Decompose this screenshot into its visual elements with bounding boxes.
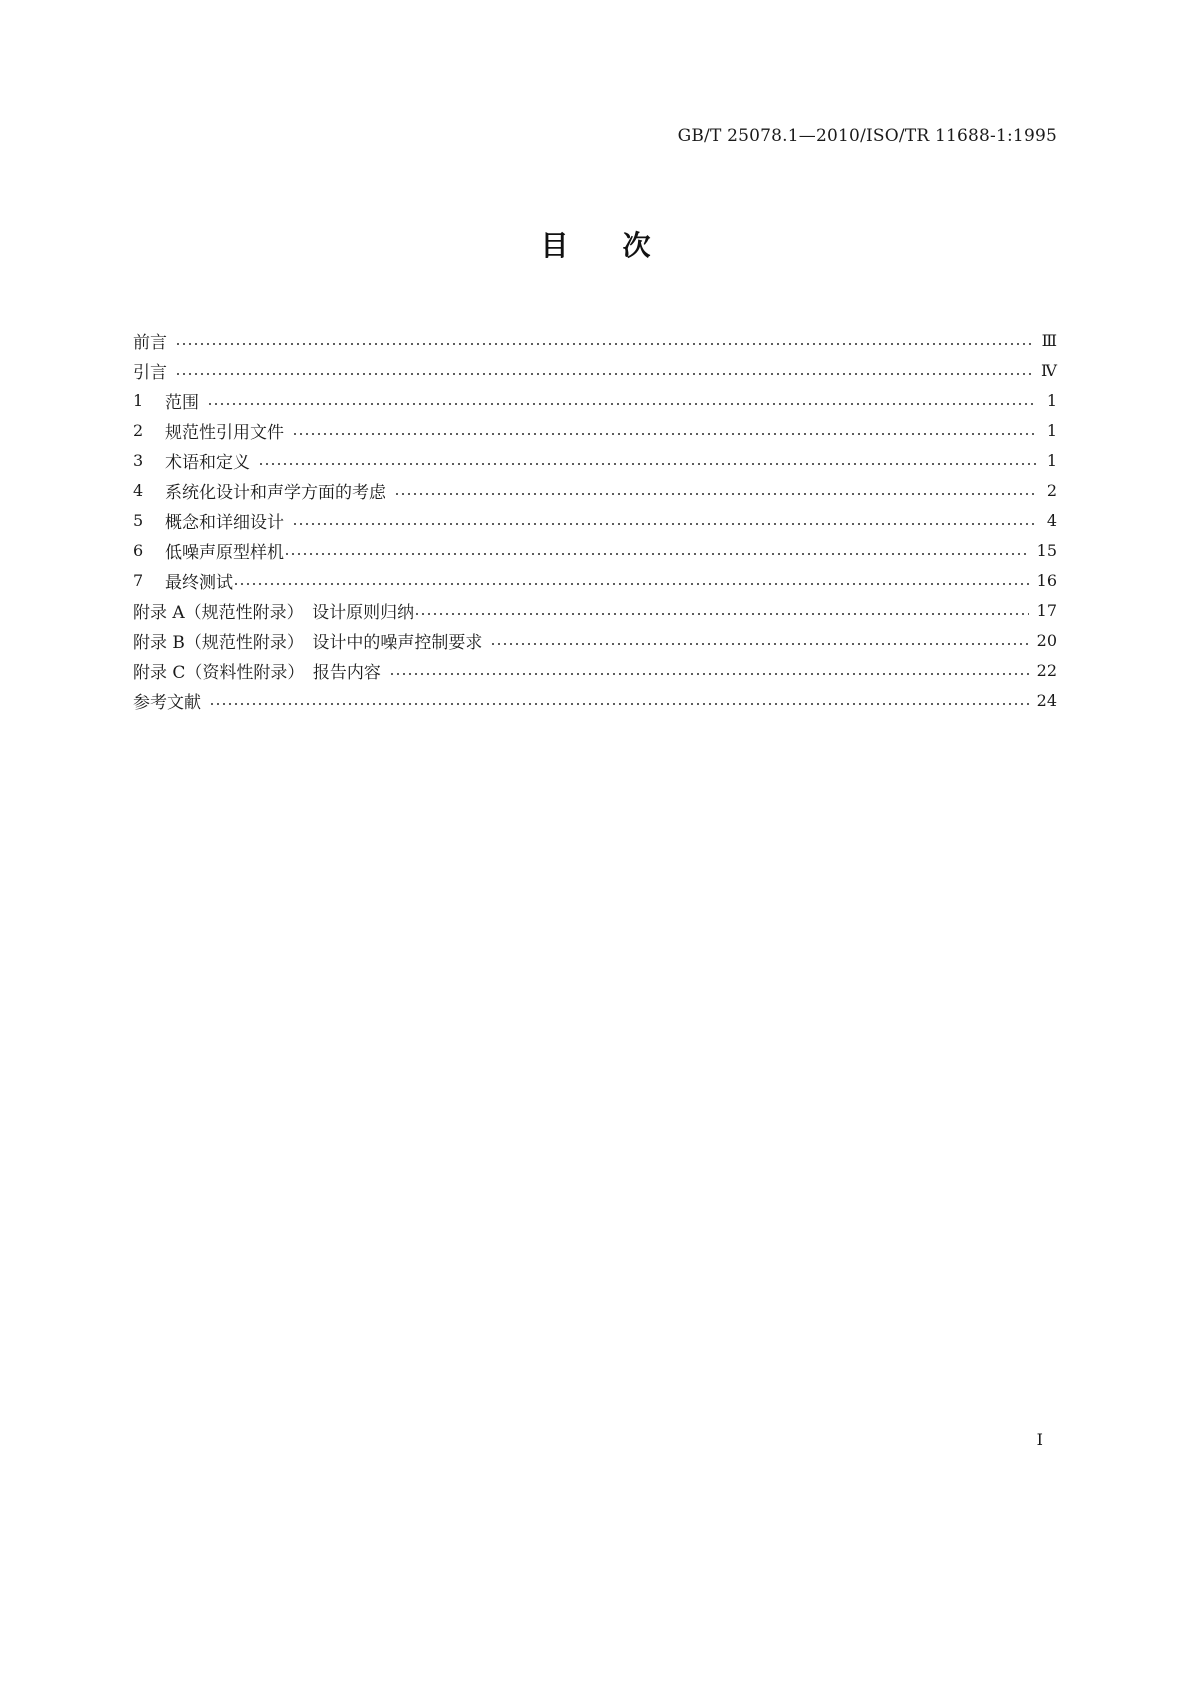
toc-entry-label: 附录 B（规范性附录） 设计中的噪声控制要求	[133, 632, 483, 653]
standard-id: GB/T 25078.1—2010/ISO/TR 11688-1:1995	[677, 126, 1057, 146]
dot-leader	[490, 631, 1028, 649]
title-char-2: 次	[622, 229, 651, 262]
toc-entry-annex-a[interactable]	[133, 595, 1057, 625]
toc-entry-introduction[interactable]	[133, 355, 1057, 385]
toc-entry-scope[interactable]	[133, 385, 1057, 415]
toc-entry-label: 术语和定义	[165, 452, 250, 473]
dot-leader	[233, 571, 1029, 589]
toc-entry-number: 1	[133, 390, 144, 410]
toc-entry-label: 参考文献	[133, 692, 201, 713]
toc-entry-normative-references[interactable]	[133, 415, 1057, 445]
toc-entry-page: 1	[1046, 450, 1057, 470]
dot-leader	[207, 391, 1037, 409]
toc-entry-bibliography[interactable]	[133, 685, 1057, 715]
toc-entry-systematic-design[interactable]	[133, 475, 1057, 505]
toc-entry-final-testing[interactable]	[133, 565, 1057, 595]
toc-entry-page: 1	[1046, 390, 1057, 410]
dot-leader	[292, 511, 1037, 529]
toc-entry-number: 3	[133, 450, 144, 470]
toc-entry-page: 15	[1036, 540, 1057, 560]
toc-entry-number: 4	[133, 480, 144, 500]
toc-entry-number: 7	[133, 570, 144, 590]
dot-leader	[175, 331, 1034, 349]
toc-entry-concept-detail-design[interactable]	[133, 505, 1057, 535]
toc-entry-page: 1	[1046, 420, 1057, 440]
standard-header	[678, 126, 1057, 146]
toc-entry-number: 2	[133, 420, 144, 440]
toc-entry-page: 16	[1036, 570, 1057, 590]
toc-entry-label: 范围	[165, 392, 199, 413]
toc-entry-label: 概念和详细设计	[165, 512, 284, 533]
dot-leader	[284, 541, 1029, 559]
toc-entry-terms-definitions[interactable]	[133, 445, 1057, 475]
toc-entry-annex-b[interactable]	[133, 625, 1057, 655]
dot-leader	[414, 601, 1028, 619]
toc-entry-label: 附录 C（资料性附录） 报告内容	[133, 662, 381, 683]
toc-entry-page: Ⅳ	[1041, 360, 1057, 380]
dot-leader	[175, 361, 1033, 379]
toc-entry-page: 17	[1036, 600, 1057, 620]
toc-entry-number: 6	[133, 540, 144, 560]
toc-entry-page: 2	[1046, 480, 1057, 500]
dot-leader	[292, 421, 1037, 439]
toc-entry-number: 5	[133, 510, 144, 530]
toc-entry-page: 4	[1046, 510, 1057, 530]
toc-entry-page: 22	[1036, 660, 1057, 680]
toc-entry-label: 系统化设计和声学方面的考虑	[165, 482, 386, 503]
page-title	[0, 224, 1191, 264]
dot-leader	[209, 691, 1029, 709]
dot-leader	[389, 661, 1029, 679]
dot-leader	[394, 481, 1037, 499]
title-char-1: 目	[540, 229, 569, 262]
table-of-contents	[133, 325, 1057, 715]
dot-leader	[258, 451, 1037, 469]
toc-entry-label: 低噪声原型样机	[165, 542, 284, 563]
toc-entry-label: 引言	[133, 362, 167, 383]
toc-entry-label: 前言	[133, 332, 167, 353]
toc-entry-label: 最终测试	[165, 572, 233, 593]
toc-entry-page: 20	[1036, 630, 1057, 650]
toc-entry-page: Ⅲ	[1041, 330, 1057, 350]
page-number: I	[1036, 1430, 1043, 1449]
toc-entry-annex-c[interactable]	[133, 655, 1057, 685]
toc-entry-label: 附录 A（规范性附录） 设计原则归纳	[133, 602, 415, 623]
toc-entry-label: 规范性引用文件	[165, 422, 284, 443]
toc-entry-foreword[interactable]	[133, 325, 1057, 355]
toc-entry-low-noise-prototype[interactable]	[133, 535, 1057, 565]
toc-entry-page: 24	[1036, 690, 1057, 710]
